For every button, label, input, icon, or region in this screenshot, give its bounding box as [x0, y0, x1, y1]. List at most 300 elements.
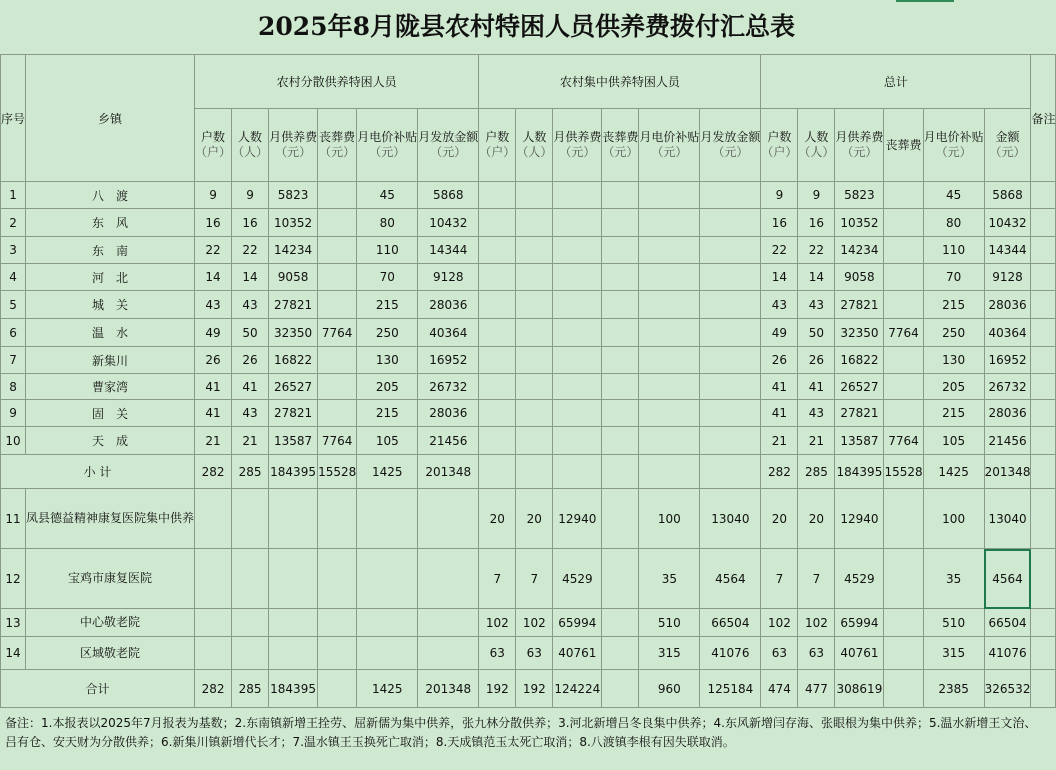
cell-a-1[interactable]: 285 [232, 455, 269, 489]
cell-a-1[interactable] [232, 609, 269, 637]
cell-t-5[interactable]: 28036 [984, 291, 1031, 319]
cell-a-1[interactable]: 14 [232, 264, 269, 291]
cell-b-3[interactable] [602, 291, 639, 319]
cell-b-3[interactable] [602, 182, 639, 209]
cell-a-5[interactable] [418, 637, 479, 670]
cell-t-5[interactable]: 326532 [984, 670, 1031, 708]
cell-a-0[interactable]: 21 [195, 427, 232, 455]
cell-a-4[interactable]: 130 [357, 347, 418, 374]
row-remark[interactable] [1031, 400, 1056, 427]
cell-b-5[interactable] [700, 427, 761, 455]
cell-b-2[interactable] [553, 237, 602, 264]
cell-t-4[interactable]: 2385 [923, 670, 984, 708]
cell-t-2[interactable]: 184395 [835, 455, 884, 489]
row-remark[interactable] [1031, 489, 1056, 549]
cell-a-1[interactable]: 16 [232, 209, 269, 237]
cell-a-1[interactable]: 9 [232, 182, 269, 209]
cell-t-1[interactable]: 9 [798, 182, 835, 209]
cell-a-0[interactable] [195, 489, 232, 549]
cell-t-4[interactable]: 250 [923, 319, 984, 347]
cell-b-2[interactable] [553, 291, 602, 319]
cell-b-0[interactable]: 20 [479, 489, 516, 549]
cell-t-3[interactable] [884, 489, 923, 549]
cell-t-0[interactable]: 20 [761, 489, 798, 549]
cell-b-0[interactable] [479, 400, 516, 427]
cell-b-3[interactable] [602, 374, 639, 400]
cell-t-3[interactable] [884, 670, 923, 708]
cell-t-4[interactable]: 105 [923, 427, 984, 455]
cell-b-4[interactable]: 35 [639, 549, 700, 609]
cell-t-0[interactable]: 22 [761, 237, 798, 264]
cell-t-1[interactable]: 63 [798, 637, 835, 670]
cell-a-0[interactable] [195, 609, 232, 637]
cell-t-5[interactable]: 5868 [984, 182, 1031, 209]
cell-t-4[interactable]: 215 [923, 291, 984, 319]
cell-a-2[interactable]: 32350 [269, 319, 318, 347]
cell-a-0[interactable]: 14 [195, 264, 232, 291]
cell-t-1[interactable]: 14 [798, 264, 835, 291]
cell-a-3[interactable] [318, 637, 357, 670]
cell-b-1[interactable] [516, 374, 553, 400]
cell-a-2[interactable]: 27821 [269, 291, 318, 319]
cell-b-1[interactable] [516, 237, 553, 264]
cell-a-3[interactable] [318, 670, 357, 708]
cell-b-0[interactable] [479, 182, 516, 209]
cell-t-3[interactable] [884, 209, 923, 237]
cell-a-5[interactable]: 28036 [418, 400, 479, 427]
row-remark[interactable] [1031, 374, 1056, 400]
cell-a-2[interactable]: 13587 [269, 427, 318, 455]
cell-t-4[interactable]: 35 [923, 549, 984, 609]
cell-b-4[interactable] [639, 209, 700, 237]
row-remark[interactable] [1031, 264, 1056, 291]
cell-t-3[interactable] [884, 264, 923, 291]
cell-b-5[interactable] [700, 455, 761, 489]
cell-a-5[interactable]: 9128 [418, 264, 479, 291]
cell-b-3[interactable] [602, 319, 639, 347]
cell-a-4[interactable]: 205 [357, 374, 418, 400]
cell-b-5[interactable]: 4564 [700, 549, 761, 609]
row-remark[interactable] [1031, 347, 1056, 374]
cell-t-4[interactable]: 215 [923, 400, 984, 427]
cell-b-0[interactable] [479, 209, 516, 237]
cell-t-5[interactable]: 21456 [984, 427, 1031, 455]
cell-t-2[interactable]: 40761 [835, 637, 884, 670]
cell-b-1[interactable] [516, 347, 553, 374]
cell-t-1[interactable]: 7 [798, 549, 835, 609]
cell-a-0[interactable]: 49 [195, 319, 232, 347]
cell-t-4[interactable]: 70 [923, 264, 984, 291]
cell-a-1[interactable]: 50 [232, 319, 269, 347]
cell-a-1[interactable]: 43 [232, 291, 269, 319]
cell-a-3[interactable] [318, 609, 357, 637]
cell-t-1[interactable]: 43 [798, 291, 835, 319]
cell-b-2[interactable] [553, 455, 602, 489]
cell-t-5[interactable]: 9128 [984, 264, 1031, 291]
cell-b-0[interactable]: 63 [479, 637, 516, 670]
cell-b-4[interactable]: 315 [639, 637, 700, 670]
cell-t-0[interactable]: 14 [761, 264, 798, 291]
cell-a-4[interactable]: 105 [357, 427, 418, 455]
cell-b-4[interactable] [639, 455, 700, 489]
cell-t-2[interactable]: 4529 [835, 549, 884, 609]
cell-b-5[interactable] [700, 182, 761, 209]
cell-b-3[interactable] [602, 637, 639, 670]
cell-t-0[interactable]: 16 [761, 209, 798, 237]
cell-t-5[interactable]: 26732 [984, 374, 1031, 400]
cell-b-0[interactable] [479, 347, 516, 374]
cell-b-5[interactable] [700, 319, 761, 347]
cell-b-1[interactable] [516, 319, 553, 347]
cell-t-0[interactable]: 474 [761, 670, 798, 708]
cell-a-3[interactable] [318, 264, 357, 291]
cell-b-0[interactable] [479, 374, 516, 400]
cell-a-3[interactable]: 7764 [318, 319, 357, 347]
cell-a-5[interactable]: 201348 [418, 670, 479, 708]
cell-a-3[interactable] [318, 291, 357, 319]
cell-b-3[interactable] [602, 400, 639, 427]
row-remark[interactable] [1031, 209, 1056, 237]
cell-b-1[interactable]: 63 [516, 637, 553, 670]
cell-b-2[interactable]: 124224 [553, 670, 602, 708]
cell-t-0[interactable]: 9 [761, 182, 798, 209]
cell-a-4[interactable]: 70 [357, 264, 418, 291]
cell-t-5[interactable]: 14344 [984, 237, 1031, 264]
cell-t-0[interactable]: 41 [761, 400, 798, 427]
cell-a-0[interactable]: 22 [195, 237, 232, 264]
cell-a-2[interactable]: 16822 [269, 347, 318, 374]
cell-t-0[interactable]: 41 [761, 374, 798, 400]
cell-t-2[interactable]: 14234 [835, 237, 884, 264]
cell-b-4[interactable] [639, 319, 700, 347]
cell-b-1[interactable]: 192 [516, 670, 553, 708]
cell-a-3[interactable] [318, 400, 357, 427]
cell-b-2[interactable] [553, 347, 602, 374]
cell-t-5[interactable]: 201348 [984, 455, 1031, 489]
cell-b-4[interactable] [639, 264, 700, 291]
cell-t-5[interactable]: 13040 [984, 489, 1031, 549]
cell-a-0[interactable]: 9 [195, 182, 232, 209]
cell-b-2[interactable] [553, 319, 602, 347]
cell-t-4[interactable]: 510 [923, 609, 984, 637]
cell-b-3[interactable] [602, 237, 639, 264]
cell-a-0[interactable]: 282 [195, 455, 232, 489]
cell-a-4[interactable]: 1425 [357, 455, 418, 489]
cell-a-4[interactable]: 80 [357, 209, 418, 237]
cell-b-4[interactable]: 510 [639, 609, 700, 637]
cell-b-5[interactable] [700, 400, 761, 427]
cell-t-3[interactable]: 7764 [884, 427, 923, 455]
cell-t-3[interactable]: 7764 [884, 319, 923, 347]
cell-b-3[interactable] [602, 209, 639, 237]
cell-t-2[interactable]: 16822 [835, 347, 884, 374]
cell-t-1[interactable]: 41 [798, 374, 835, 400]
cell-b-3[interactable] [602, 489, 639, 549]
cell-b-1[interactable]: 7 [516, 549, 553, 609]
cell-b-5[interactable] [700, 347, 761, 374]
cell-b-4[interactable] [639, 237, 700, 264]
cell-b-2[interactable] [553, 209, 602, 237]
cell-t-1[interactable]: 285 [798, 455, 835, 489]
cell-b-4[interactable] [639, 347, 700, 374]
cell-t-4[interactable]: 130 [923, 347, 984, 374]
cell-a-0[interactable]: 43 [195, 291, 232, 319]
cell-t-3[interactable] [884, 549, 923, 609]
cell-t-1[interactable]: 20 [798, 489, 835, 549]
cell-b-2[interactable] [553, 400, 602, 427]
cell-t-3[interactable]: 15528 [884, 455, 923, 489]
cell-a-2[interactable]: 10352 [269, 209, 318, 237]
cell-a-1[interactable]: 26 [232, 347, 269, 374]
cell-t-2[interactable]: 308619 [835, 670, 884, 708]
cell-b-3[interactable] [602, 264, 639, 291]
cell-b-3[interactable] [602, 609, 639, 637]
cell-b-2[interactable]: 40761 [553, 637, 602, 670]
cell-b-3[interactable] [602, 347, 639, 374]
cell-a-0[interactable]: 26 [195, 347, 232, 374]
cell-b-0[interactable]: 192 [479, 670, 516, 708]
cell-a-2[interactable]: 9058 [269, 264, 318, 291]
cell-b-5[interactable] [700, 374, 761, 400]
cell-b-5[interactable] [700, 264, 761, 291]
row-remark[interactable] [1031, 455, 1056, 489]
cell-t-4[interactable]: 205 [923, 374, 984, 400]
cell-t-5[interactable]: 16952 [984, 347, 1031, 374]
cell-b-4[interactable]: 960 [639, 670, 700, 708]
cell-b-1[interactable]: 20 [516, 489, 553, 549]
cell-t-1[interactable]: 21 [798, 427, 835, 455]
cell-a-2[interactable] [269, 549, 318, 609]
row-remark[interactable] [1031, 609, 1056, 637]
cell-b-4[interactable] [639, 374, 700, 400]
cell-a-2[interactable]: 27821 [269, 400, 318, 427]
cell-a-0[interactable]: 16 [195, 209, 232, 237]
cell-b-5[interactable] [700, 291, 761, 319]
cell-t-5[interactable]: 10432 [984, 209, 1031, 237]
cell-t-4[interactable]: 100 [923, 489, 984, 549]
cell-a-4[interactable]: 110 [357, 237, 418, 264]
cell-t-1[interactable]: 22 [798, 237, 835, 264]
row-remark[interactable] [1031, 291, 1056, 319]
cell-b-1[interactable] [516, 291, 553, 319]
cell-a-3[interactable] [318, 549, 357, 609]
cell-a-5[interactable]: 21456 [418, 427, 479, 455]
cell-t-1[interactable]: 43 [798, 400, 835, 427]
cell-t-4[interactable]: 315 [923, 637, 984, 670]
cell-a-3[interactable]: 7764 [318, 427, 357, 455]
cell-t-0[interactable]: 102 [761, 609, 798, 637]
cell-a-5[interactable] [418, 549, 479, 609]
cell-a-4[interactable]: 215 [357, 291, 418, 319]
cell-a-0[interactable]: 41 [195, 400, 232, 427]
cell-a-1[interactable] [232, 637, 269, 670]
cell-b-0[interactable]: 7 [479, 549, 516, 609]
cell-b-2[interactable]: 12940 [553, 489, 602, 549]
cell-b-2[interactable] [553, 374, 602, 400]
cell-b-3[interactable] [602, 427, 639, 455]
cell-b-4[interactable] [639, 427, 700, 455]
cell-t-5[interactable]: 40364 [984, 319, 1031, 347]
cell-a-5[interactable]: 5868 [418, 182, 479, 209]
cell-a-4[interactable] [357, 489, 418, 549]
cell-t-2[interactable]: 5823 [835, 182, 884, 209]
cell-b-3[interactable] [602, 549, 639, 609]
cell-t-1[interactable]: 102 [798, 609, 835, 637]
cell-t-5[interactable]: 4564 [984, 549, 1031, 609]
cell-b-2[interactable] [553, 182, 602, 209]
cell-b-1[interactable] [516, 400, 553, 427]
cell-b-2[interactable]: 4529 [553, 549, 602, 609]
cell-a-1[interactable]: 22 [232, 237, 269, 264]
cell-b-0[interactable] [479, 455, 516, 489]
cell-a-4[interactable]: 1425 [357, 670, 418, 708]
cell-t-0[interactable]: 7 [761, 549, 798, 609]
cell-a-2[interactable]: 5823 [269, 182, 318, 209]
cell-b-5[interactable] [700, 209, 761, 237]
cell-a-4[interactable]: 45 [357, 182, 418, 209]
cell-a-5[interactable] [418, 609, 479, 637]
cell-a-0[interactable] [195, 549, 232, 609]
row-remark[interactable] [1031, 637, 1056, 670]
cell-b-5[interactable]: 41076 [700, 637, 761, 670]
cell-b-3[interactable] [602, 455, 639, 489]
cell-a-0[interactable]: 282 [195, 670, 232, 708]
cell-a-3[interactable] [318, 489, 357, 549]
cell-t-1[interactable]: 26 [798, 347, 835, 374]
cell-b-1[interactable] [516, 455, 553, 489]
cell-b-2[interactable] [553, 427, 602, 455]
row-remark[interactable] [1031, 319, 1056, 347]
cell-a-4[interactable]: 215 [357, 400, 418, 427]
cell-t-2[interactable]: 13587 [835, 427, 884, 455]
cell-a-2[interactable] [269, 637, 318, 670]
cell-t-4[interactable]: 110 [923, 237, 984, 264]
cell-a-2[interactable]: 14234 [269, 237, 318, 264]
cell-b-1[interactable] [516, 182, 553, 209]
cell-a-0[interactable] [195, 637, 232, 670]
cell-a-2[interactable]: 184395 [269, 455, 318, 489]
cell-a-5[interactable]: 26732 [418, 374, 479, 400]
cell-t-2[interactable]: 9058 [835, 264, 884, 291]
cell-t-4[interactable]: 1425 [923, 455, 984, 489]
cell-t-3[interactable] [884, 609, 923, 637]
cell-a-2[interactable] [269, 489, 318, 549]
cell-t-3[interactable] [884, 637, 923, 670]
cell-t-3[interactable] [884, 347, 923, 374]
cell-t-2[interactable]: 10352 [835, 209, 884, 237]
cell-a-5[interactable]: 10432 [418, 209, 479, 237]
cell-a-3[interactable] [318, 347, 357, 374]
cell-a-1[interactable]: 285 [232, 670, 269, 708]
cell-a-2[interactable] [269, 609, 318, 637]
cell-t-0[interactable]: 63 [761, 637, 798, 670]
cell-b-5[interactable]: 66504 [700, 609, 761, 637]
cell-b-1[interactable]: 102 [516, 609, 553, 637]
cell-t-4[interactable]: 80 [923, 209, 984, 237]
cell-a-3[interactable] [318, 374, 357, 400]
cell-a-1[interactable] [232, 549, 269, 609]
cell-b-0[interactable] [479, 237, 516, 264]
cell-t-3[interactable] [884, 374, 923, 400]
cell-a-4[interactable]: 250 [357, 319, 418, 347]
cell-t-2[interactable]: 27821 [835, 400, 884, 427]
cell-b-2[interactable]: 65994 [553, 609, 602, 637]
cell-a-4[interactable] [357, 549, 418, 609]
cell-t-2[interactable]: 26527 [835, 374, 884, 400]
cell-a-5[interactable]: 28036 [418, 291, 479, 319]
cell-a-5[interactable] [418, 489, 479, 549]
cell-t-2[interactable]: 12940 [835, 489, 884, 549]
cell-b-1[interactable] [516, 427, 553, 455]
cell-a-0[interactable]: 41 [195, 374, 232, 400]
cell-t-4[interactable]: 45 [923, 182, 984, 209]
cell-b-5[interactable]: 13040 [700, 489, 761, 549]
row-remark[interactable] [1031, 549, 1056, 609]
cell-t-2[interactable]: 27821 [835, 291, 884, 319]
cell-b-2[interactable] [553, 264, 602, 291]
cell-a-5[interactable]: 14344 [418, 237, 479, 264]
row-remark[interactable] [1031, 427, 1056, 455]
cell-t-5[interactable]: 41076 [984, 637, 1031, 670]
cell-a-5[interactable]: 40364 [418, 319, 479, 347]
cell-a-2[interactable]: 26527 [269, 374, 318, 400]
cell-b-0[interactable] [479, 319, 516, 347]
cell-t-0[interactable]: 282 [761, 455, 798, 489]
cell-a-1[interactable]: 43 [232, 400, 269, 427]
cell-a-4[interactable] [357, 637, 418, 670]
cell-b-5[interactable] [700, 237, 761, 264]
cell-t-5[interactable]: 66504 [984, 609, 1031, 637]
cell-b-3[interactable] [602, 670, 639, 708]
cell-b-4[interactable] [639, 291, 700, 319]
cell-t-0[interactable]: 21 [761, 427, 798, 455]
cell-t-1[interactable]: 16 [798, 209, 835, 237]
cell-b-4[interactable] [639, 182, 700, 209]
cell-a-5[interactable]: 16952 [418, 347, 479, 374]
cell-b-4[interactable]: 100 [639, 489, 700, 549]
cell-t-3[interactable] [884, 237, 923, 264]
cell-t-1[interactable]: 50 [798, 319, 835, 347]
cell-b-0[interactable] [479, 291, 516, 319]
cell-b-4[interactable] [639, 400, 700, 427]
cell-a-3[interactable] [318, 209, 357, 237]
cell-b-0[interactable]: 102 [479, 609, 516, 637]
cell-t-0[interactable]: 26 [761, 347, 798, 374]
cell-a-3[interactable] [318, 237, 357, 264]
cell-t-2[interactable]: 32350 [835, 319, 884, 347]
row-remark[interactable] [1031, 237, 1056, 264]
cell-a-2[interactable]: 184395 [269, 670, 318, 708]
cell-b-1[interactable] [516, 264, 553, 291]
cell-a-4[interactable] [357, 609, 418, 637]
cell-t-3[interactable] [884, 182, 923, 209]
cell-t-3[interactable] [884, 400, 923, 427]
cell-b-1[interactable] [516, 209, 553, 237]
cell-t-5[interactable]: 28036 [984, 400, 1031, 427]
cell-a-3[interactable] [318, 182, 357, 209]
cell-a-3[interactable]: 15528 [318, 455, 357, 489]
cell-t-2[interactable]: 65994 [835, 609, 884, 637]
cell-a-1[interactable]: 21 [232, 427, 269, 455]
cell-a-1[interactable]: 41 [232, 374, 269, 400]
cell-b-0[interactable] [479, 427, 516, 455]
row-remark[interactable] [1031, 182, 1056, 209]
cell-t-1[interactable]: 477 [798, 670, 835, 708]
cell-t-3[interactable] [884, 291, 923, 319]
cell-b-5[interactable]: 125184 [700, 670, 761, 708]
cell-a-5[interactable]: 201348 [418, 455, 479, 489]
row-remark[interactable] [1031, 670, 1056, 708]
